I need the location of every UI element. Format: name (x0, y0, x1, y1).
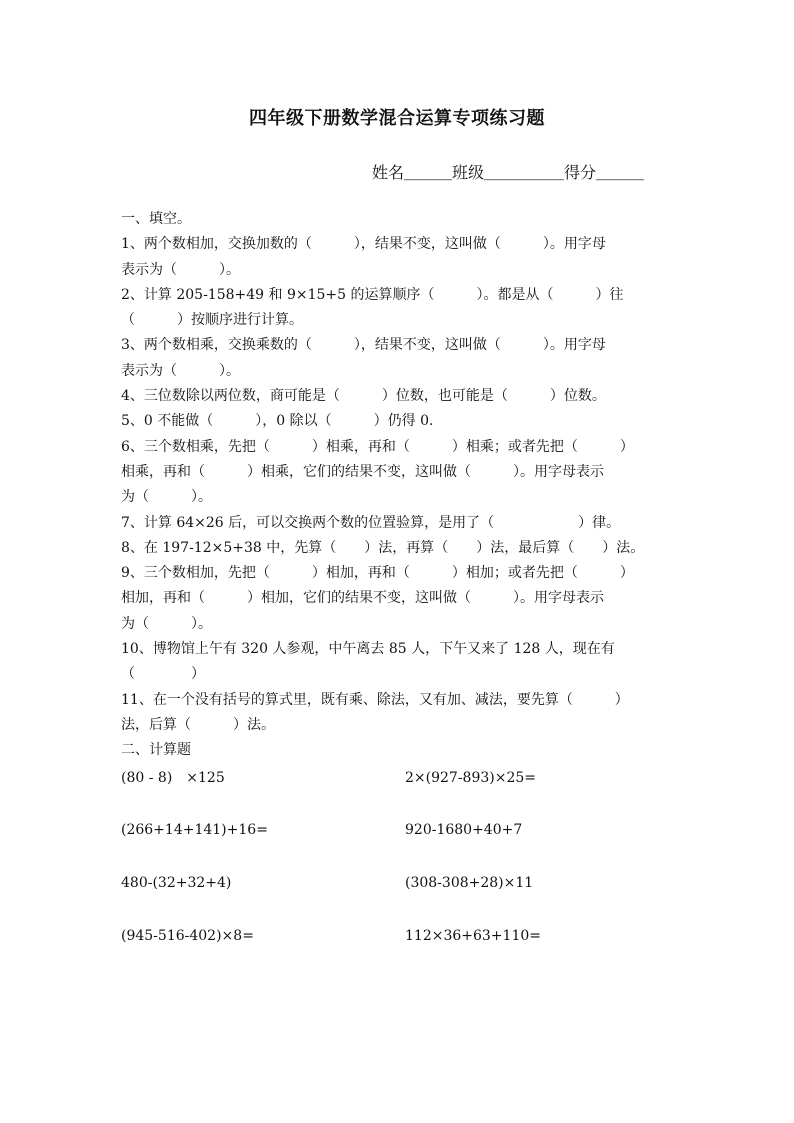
calc-problem: (80 - 8) ×125 (121, 770, 225, 786)
question-line: 7、计算 64×26 后，可以交换两个数的位置验算，是用了（ ）律。 (121, 514, 621, 531)
question-line: 表示为（ ）。 (121, 362, 240, 379)
question-line: 3、两个数相乘，交换乘数的（ ），结果不变，这叫做（ ）。用字母 (121, 337, 606, 354)
calc-section-heading: 二、计算题 (121, 742, 191, 758)
calc-problem: 480-(32+32+4) (121, 875, 232, 891)
question-line: 6、三个数相乘，先把（ ）相乘，再和（ ）相乘；或者先把（ ） (121, 438, 634, 455)
worksheet-title: 四年级下册数学混合运算专项练习题 (249, 108, 545, 129)
question-line: 10、博物馆上午有 320 人参观，中午离去 85 人，下午又来了 128 人，现在有 (121, 641, 615, 658)
question-line: 相乘，再和（ ）相乘，它们的结果不变，这叫做（ ）。用字母表示 (121, 463, 604, 480)
fill-in-section (121, 207, 681, 738)
question-line: （ ） (121, 666, 205, 683)
question-line: 法，后算（ ）法。 (121, 716, 275, 733)
student-info-line: 姓名＿＿＿班级＿＿＿＿＿得分＿＿＿ (372, 163, 645, 182)
calc-problem: 112×36+63+110= (405, 928, 541, 944)
question-line: 9、三个数相加，先把（ ）相加，再和（ ）相加；或者先把（ ） (121, 565, 634, 582)
question-line: 为（ ）。 (121, 615, 212, 632)
question-line: 11、在一个没有括号的算式里，既有乘、除法，又有加、减法，要先算（ ） (121, 691, 629, 708)
question-line: 为（ ）。 (121, 489, 212, 506)
question-line: 8、在 197-12×5+38 中，先算（ ）法，再算（ ）法，最后算（ ）法。 (121, 539, 645, 556)
question-line: 表示为（ ）。 (121, 261, 240, 278)
question-line: 5、0 不能做（ ），0 除以（ ）仍得 0. (121, 413, 434, 430)
calc-problem: 2×(927-893)×25= (405, 770, 537, 786)
calc-problem: (308-308+28)×11 (405, 875, 534, 891)
calc-problem: (945-516-402)×8= (121, 928, 254, 944)
question-line: 4、三位数除以两位数，商可能是（ ）位数，也可能是（ ）位数。 (121, 388, 606, 405)
question-line: （ ）按顺序进行计算。 (121, 312, 303, 329)
calc-problem: (266+14+141)+16= (121, 822, 268, 838)
question-line: 1、两个数相加，交换加数的（ ），结果不变，这叫做（ ）。用字母 (121, 236, 606, 253)
fill-section-heading: 一、填空。 (121, 211, 191, 227)
question-line: 相加，再和（ ）相加，它们的结果不变，这叫做（ ）。用字母表示 (121, 590, 604, 607)
question-line: 2、计算 205-158+49 和 9×15+5 的运算顺序（ ）。都是从（ ）往 (121, 286, 624, 303)
calc-problem: 920-1680+40+7 (405, 822, 523, 838)
